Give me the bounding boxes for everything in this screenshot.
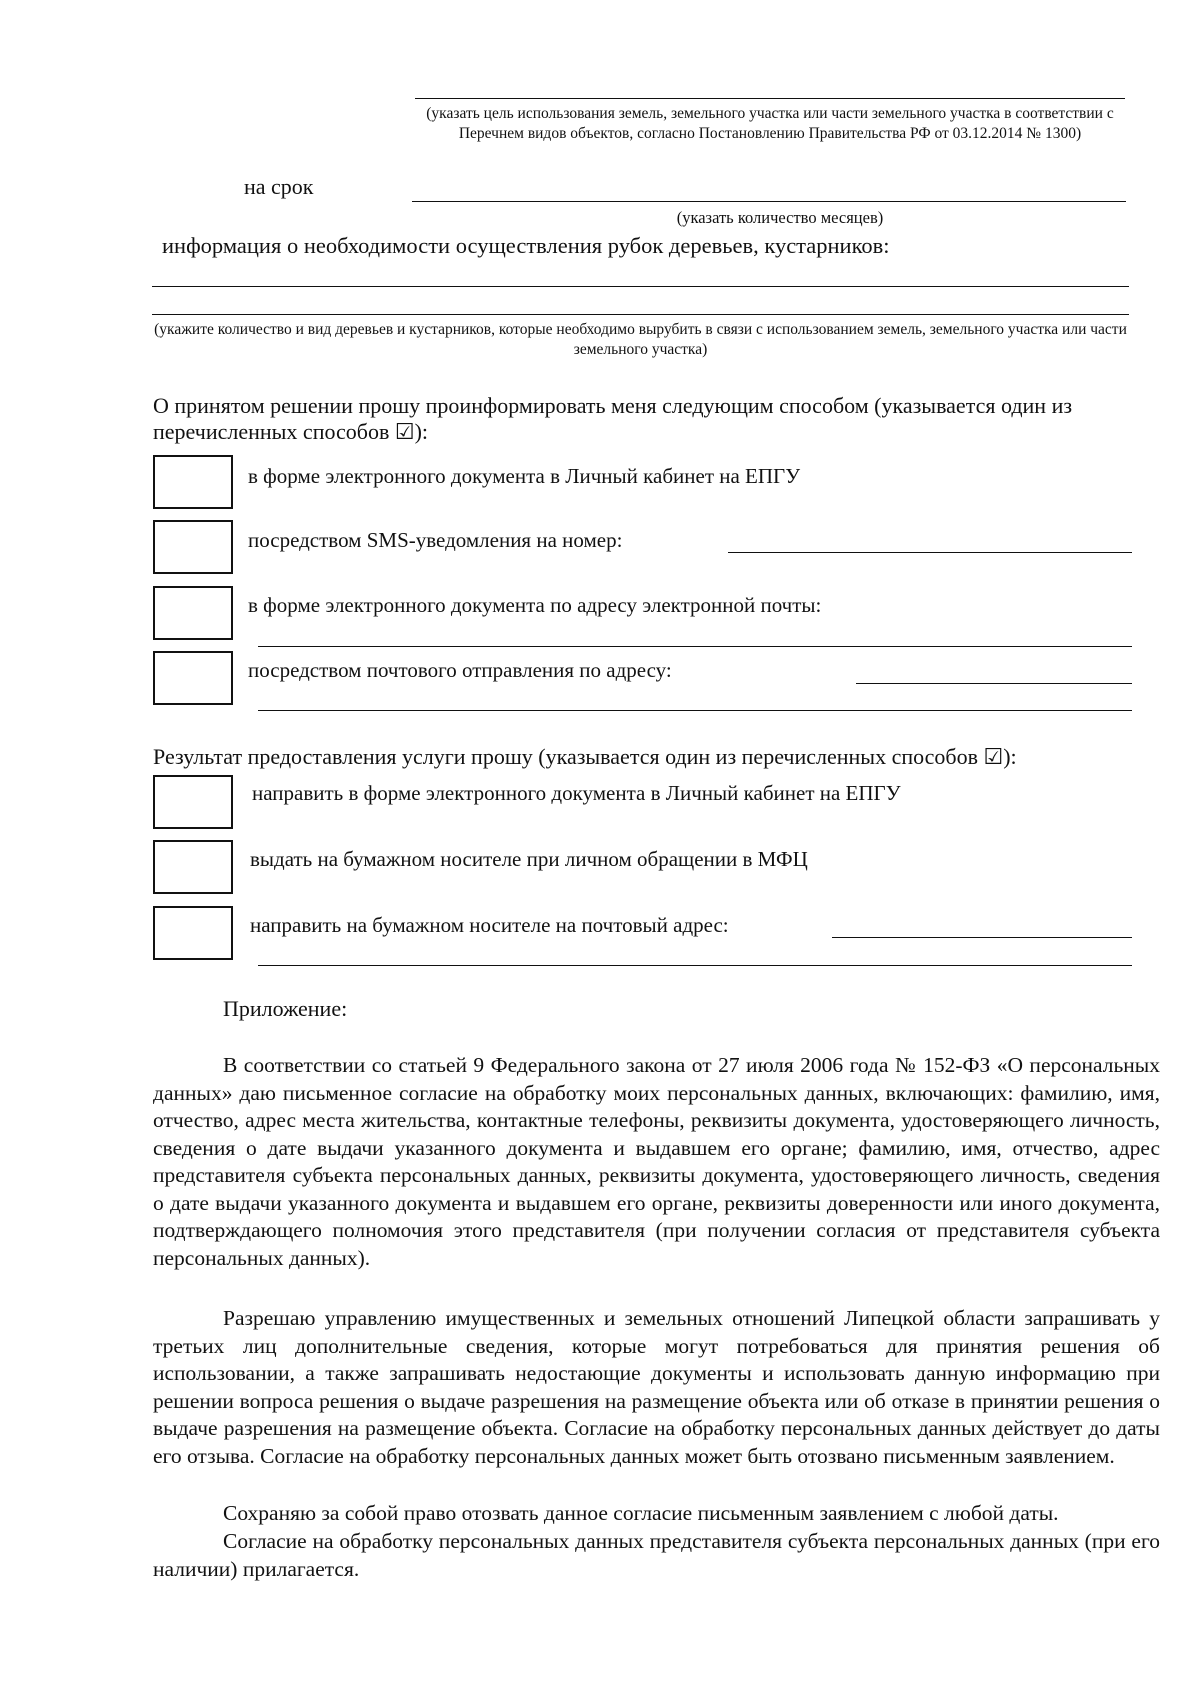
felling-fill-line-1[interactable] [152, 286, 1129, 287]
consent-paragraph-2: Разрешаю управлению имущественных и земельных отношений Липецкой области запрашивать у третьих лиц дополнительные сведения, которые могут потребоваться для принятия решения об использовании, а также запрашивать недостающие документы и использовать данную информацию при решении вопроса решения о выдаче разрешения на размещение объекта или об отказе в принятии решения о выдаче разрешения на размещение объекта. Согласие на обработку персональных данных действует до даты его отзыва. Согласие на обработку персональных данных может быть отозвано письменным заявлением. [153, 1306, 1160, 1468]
result-checkbox-epgu[interactable] [153, 775, 233, 829]
months-hint: (указать количество месяцев) [676, 208, 884, 227]
term-label: на срок [244, 174, 314, 199]
mail-address-line-1[interactable] [832, 937, 1132, 938]
result-intro: Результат предоставления услуги прошу (указывается один из перечисленных способов ☑): [153, 744, 1017, 769]
notify-checkbox-post[interactable] [153, 651, 233, 705]
felling-fill-line-2[interactable] [152, 314, 1129, 315]
notify-option-epgu: в форме электронного документа в Личный кабинет на ЕПГУ [248, 464, 801, 488]
felling-label: информация о необходимости осуществления рубок деревьев, кустарников: [162, 233, 890, 258]
consent-paragraph-4: Согласие на обработку персональных данных представителя субъекта персональных данных (при его наличии) прилагается. [153, 1529, 1160, 1581]
purpose-hint: (указать цель использования земель, земельного участка или части земельного участка в соответствии с Перечнем видов объектов, согласно Постановлению Правительства РФ от 03.12.2014 № 1300) [426, 105, 1114, 142]
attachment-label: Приложение: [223, 996, 348, 1021]
result-option-mail: направить на бумажном носителе на почтовый адрес: [250, 913, 729, 937]
result-option-mfc: выдать на бумажном носителе при личном обращении в МФЦ [250, 847, 808, 871]
notify-checkbox-email[interactable] [153, 586, 233, 640]
notify-checkbox-epgu[interactable] [153, 455, 233, 509]
post-address-line-1[interactable] [856, 683, 1132, 684]
result-option-epgu: направить в форме электронного документа в Личный кабинет на ЕПГУ [252, 781, 901, 805]
notify-option-email: в форме электронного документа по адресу электронной почты: [248, 593, 822, 617]
consent-paragraph-1: В соответствии со статьей 9 Федерального закона от 27 июля 2006 года № 152-ФЗ «О персональных данных» даю письменное согласие на обработку моих персональных данных, включающих: фамилию, имя, отчество, адрес места жительства, контактные телефоны, реквизиты документа, удостоверяющего личность, сведения о дате выдачи указанного документа и выдавшем его органе; фамилию, имя, отчество, адрес представителя субъекта персональных данных, реквизиты документа, удостоверяющего личность, сведения о дате выдачи указанного документа и выдавшем его органе, реквизиты доверенности или иного документа, подтверждающего полномочия этого представителя (при получении согласия от представителя субъекта персональных данных). [153, 1053, 1160, 1270]
notify-checkbox-sms[interactable] [153, 520, 233, 574]
notify-option-post: посредством почтового отправления по адресу: [248, 658, 672, 682]
purpose-fill-line[interactable] [415, 98, 1125, 99]
notify-intro: О принятом решении прошу проинформировать меня следующим способом (указывается один из перечисленных способов ☑): [153, 393, 1073, 444]
email-address-line[interactable] [258, 646, 1132, 647]
term-fill-line[interactable] [412, 201, 1126, 202]
sms-number-line[interactable] [728, 552, 1132, 553]
post-address-line-2[interactable] [258, 710, 1132, 711]
mail-address-line-2[interactable] [258, 965, 1132, 966]
result-checkbox-mail[interactable] [153, 906, 233, 960]
trees-hint: (укажите количество и вид деревьев и кустарников, которые необходимо вырубить в связи с использованием земель, земельного участка или части земельного участка) [154, 321, 1127, 358]
notify-option-sms: посредством SMS-уведомления на номер: [248, 528, 623, 552]
consent-paragraph-3: Сохраняю за собой право отозвать данное согласие письменным заявлением с любой даты. [223, 1501, 1059, 1525]
result-checkbox-mfc[interactable] [153, 840, 233, 894]
